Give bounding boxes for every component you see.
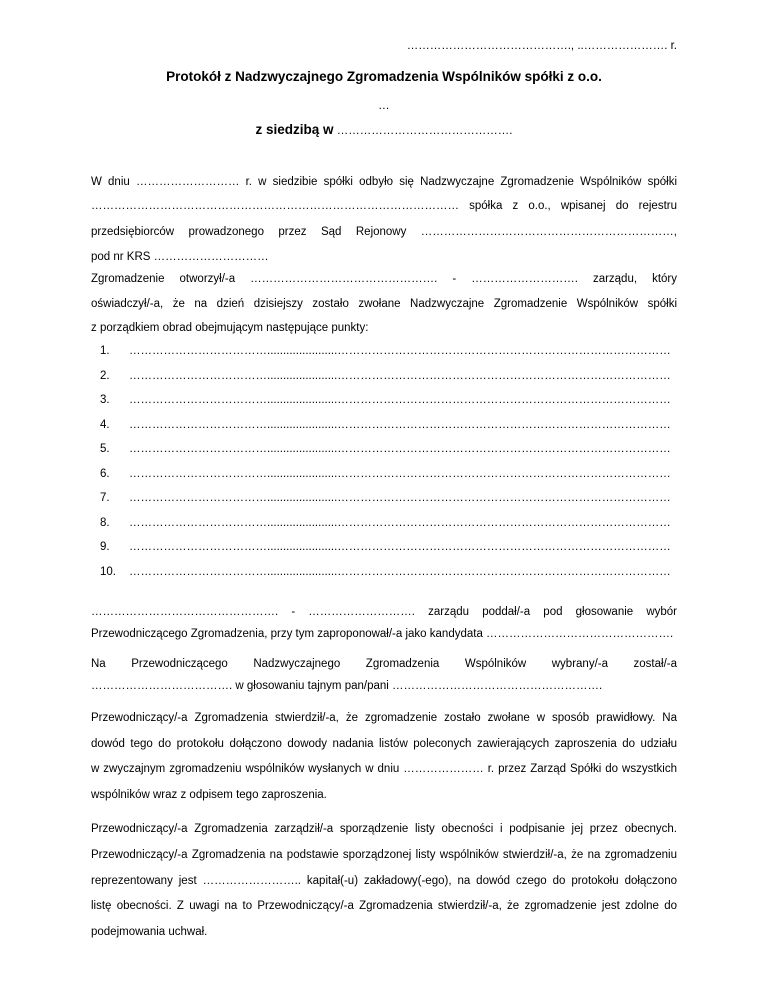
agenda-item: [91, 443, 677, 455]
agenda-item: [91, 419, 677, 431]
agenda-item-placeholder: ………………………………......................……………………………………………………………………………: [129, 492, 671, 504]
agenda-item-number: 7.: [100, 492, 110, 504]
agenda-item-placeholder: ………………………………......................……………………………………………………………………………: [129, 369, 671, 382]
vote-line-3: Na Przewodniczącego Nadzwyczajnego Zgromadzenia Wspólników wybrany/-a został/-a: [91, 658, 677, 670]
agenda-item-placeholder: ………………………………......................……………………………………………………………………………: [129, 467, 671, 480]
agenda-item-number: 3.: [100, 394, 110, 406]
convening-line-2: dowód tego do protokołu dołączono dowody nadania listów poleconych zawierających zaproszenia do udziału: [91, 738, 677, 750]
attendance-line-4: listę obecności. Z uwagi na to Przewodniczący/-a Zgromadzenia stwierdził/-a, że zgromadzenie jest zdolne do: [91, 900, 677, 912]
agenda-item: [91, 566, 677, 578]
seat-value: ……………………………………….: [336, 125, 513, 137]
agenda-item-number: 8.: [100, 516, 110, 529]
agenda-item-number: 9.: [100, 541, 110, 553]
vote-line-2: Przewodniczącego Zgromadzenia, przy tym zaproponował/-a jako kandydata ………………………………………….: [91, 628, 674, 640]
intro-line-3: przedsiębiorców prowadzonego przez Sąd Rejonowy …………………………………………………………,: [91, 226, 677, 238]
intro-line-7: z porządkiem obrad obejmującym następujące punkty:: [91, 322, 369, 334]
vote-line-4: ………………………………. w głosowaniu tajnym pan/pani ……………………………………………….: [91, 680, 603, 692]
attendance-line-5: podejmowania uchwał.: [91, 926, 208, 938]
attendance-line-1: Przewodniczący/-a Zgromadzenia zarządził/-a sporządzenie listy obecności i podpisanie jej przez obecnych.: [91, 823, 677, 835]
intro-line-4: pod nr KRS …………………………: [91, 251, 269, 263]
agenda-item-number: 2.: [100, 369, 110, 382]
agenda-item-number: 4.: [100, 418, 110, 431]
agenda-item: [91, 517, 677, 529]
agenda-item-placeholder: ………………………………......................……………………………………………………………………………: [129, 541, 671, 553]
agenda-item: [91, 541, 677, 553]
agenda-item-placeholder: ………………………………......................……………………………………………………………………………: [129, 394, 671, 406]
agenda-item-number: 6.: [100, 467, 110, 480]
agenda-item-placeholder: ………………………………......................……………………………………………………………………………: [129, 345, 671, 357]
agenda-item: [91, 345, 677, 357]
document-title: Protokół z Nadzwyczajnego Zgromadzenia Wspólników spółki z o.o.: [166, 69, 602, 84]
agenda-item-number: 1.: [100, 345, 110, 357]
intro-line-6: oświadczył/-a, że na dzień dzisiejszy zostało zwołane Nadzwyczajne Zgromadzenie Wspólników spółki: [91, 298, 677, 310]
agenda-item: [91, 370, 677, 382]
agenda-item-placeholder: ………………………………......................……………………………………………………………………………: [129, 516, 671, 529]
agenda-item: [91, 468, 677, 480]
convening-line-3: w zwyczajnym zgromadzeniu wspólników wysłanych w dniu ………………… r. przez Zarząd Spółki do wszystkich: [91, 763, 677, 775]
intro-line-5: Zgromadzenie otworzył/-a …………………………………………. - ………………………. zarządu, który: [91, 273, 677, 285]
intro-line-2: …………………………………………………………………………………… spółka z o.o., wpisanej do rejestru: [91, 200, 677, 212]
vote-line-1: …………………………………………. - ………………………. zarządu poddał/-a pod głosowanie wybór: [91, 606, 677, 618]
agenda-item-placeholder: ………………………………......................……………………………………………………………………………: [129, 418, 671, 431]
intro-line-1: W dniu ……………………… r. w siedzibie spółki odbyło się Nadzwyczajne Zgromadzenie Wspólników spółki: [91, 176, 677, 188]
agenda-item: [91, 492, 677, 504]
attendance-line-2: Przewodniczący/-a Zgromadzenia na podstawie sporządzonej listy wspólników stwierdził/-a, że na zgromadzeniu: [91, 849, 677, 861]
company-seat-line: [0, 122, 768, 137]
agenda-item-number: 10.: [100, 565, 116, 578]
agenda-item-placeholder: ………………………………......................……………………………………………………………………………: [129, 565, 671, 578]
attendance-line-3: reprezentowany jest …………………….. kapitał(-u) zakładowy(-ego), na dowód czego do protokołu dołączono: [91, 875, 677, 887]
agenda-item: [91, 394, 677, 406]
agenda-item-number: 5.: [100, 443, 110, 455]
seat-label: z siedzibą w: [255, 122, 334, 137]
convening-line-1: Przewodniczący/-a Zgromadzenia stwierdził/-a, że zgromadzenie zostało zwołane w sposób prawidłowy. Na: [91, 712, 677, 724]
place-date-line: ……………………………………., ..…………………. r.: [406, 40, 677, 52]
convening-line-4: wspólników wraz z odpisem tego zaproszenia.: [91, 789, 327, 801]
agenda-item-placeholder: ………………………………......................……………………………………………………………………………: [129, 443, 671, 455]
company-name-placeholder: …: [378, 100, 390, 112]
